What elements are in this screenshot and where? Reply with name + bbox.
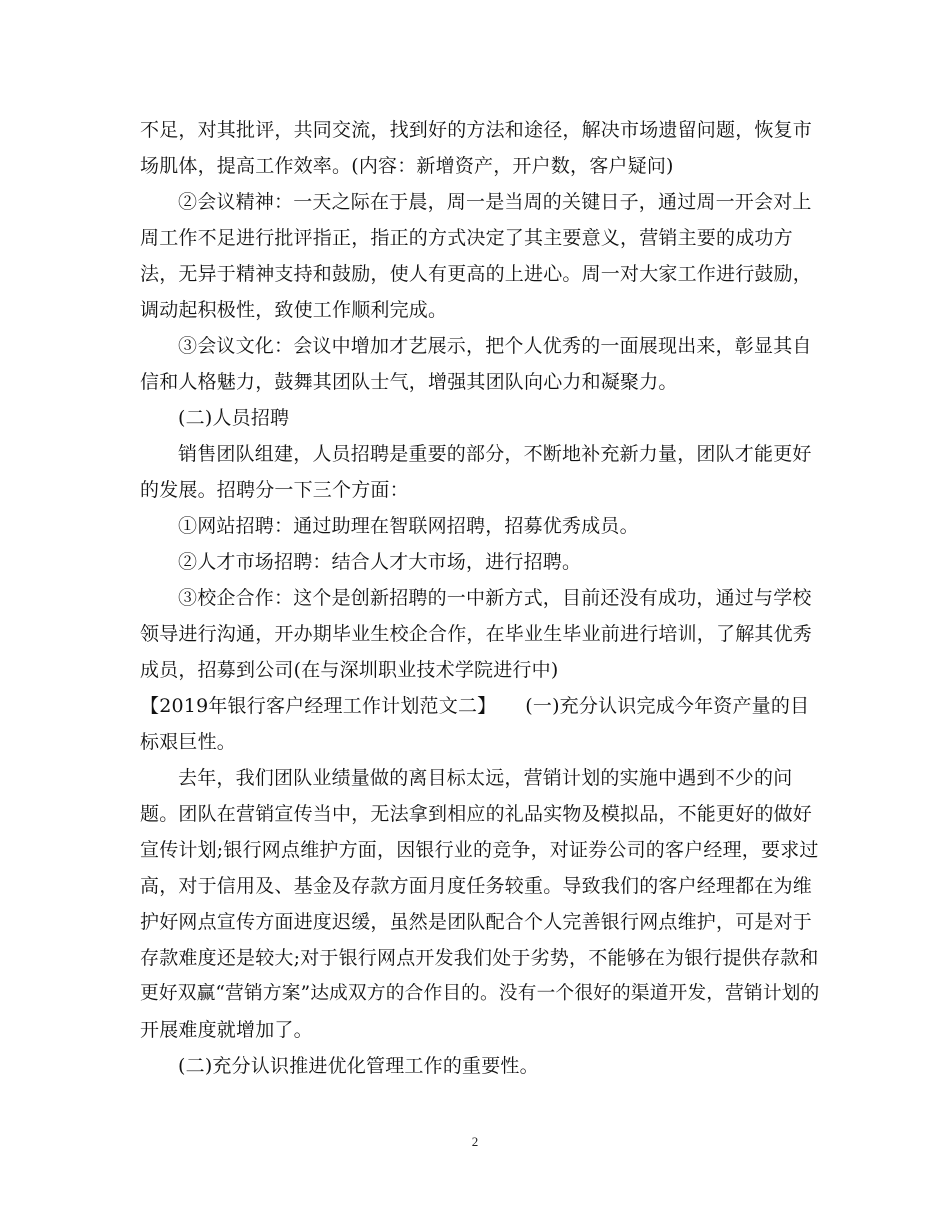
text-line: 存款难度还是较大;对于银行网点开发我们处于劣势，不能够在为银行提供存款和 <box>140 947 819 969</box>
text-line: 场肌体，提高工作效率。(内容：新增资产，开户数，客户疑问) <box>140 155 674 177</box>
section-heading: (二)人员招聘 <box>178 407 290 429</box>
text-line: 开展难度就增加了。 <box>140 1019 313 1041</box>
text-line: 信和人格魅力，鼓舞其团队士气，增强其团队向心力和凝聚力。 <box>140 371 678 393</box>
text-line: 成员，招募到公司(在与深圳职业技术学院进行中) <box>140 659 559 681</box>
section-heading: (二)充分认识推进优化管理工作的重要性。 <box>178 1055 539 1077</box>
text-line: 宣传计划;银行网点维护方面，因银行业的竞争，对证券公司的客户经理，要求过 <box>140 839 819 861</box>
list-item: ③校企合作：这个是创新招聘的一中新方式，目前还没有成功，通过与学校 <box>178 587 812 609</box>
text-line: 领导进行沟通，开办期毕业生校企合作，在毕业生毕业前进行培训，了解其优秀 <box>140 623 813 645</box>
text-line: 高，对于信用及、基金及存款方面月度任务较重。导致我们的客户经理都在为维 <box>140 875 813 897</box>
text-line: ②会议精神：一天之际在于晨，周一是当周的关键日子，通过周一开会对上 <box>178 191 812 213</box>
text-line: 调动起积极性，致使工作顺利完成。 <box>140 299 448 321</box>
text-line: 不足，对其批评，共同交流，找到好的方法和途径，解决市场遗留问题，恢复市 <box>140 119 813 141</box>
list-item: ②人才市场招聘：结合人才大市场，进行招聘。 <box>178 551 582 573</box>
text-line: 标艰巨性。 <box>140 731 237 753</box>
article-heading: 【2019年银行客户经理工作计划范文二】 (一)充分认识完成今年资产量的目 <box>140 695 810 717</box>
text-line: 法，无异于精神支持和鼓励，使人有更高的上进心。周一对大家工作进行鼓励， <box>140 263 813 285</box>
text-line: 护好网点宣传方面进度迟缓，虽然是团队配合个人完善银行网点维护，可是对于 <box>140 911 813 933</box>
text-line: 题。团队在营销宣传当中，无法拿到相应的礼品实物及模拟品，不能更好的做好 <box>140 803 813 825</box>
page-number: 2 <box>471 1134 479 1149</box>
text-line: 销售团队组建，人员招聘是重要的部分，不断地补充新力量，团队才能更好 <box>178 443 812 465</box>
text-line: 更好双赢“营销方案”达成双方的合作目的。没有一个很好的渠道开发，营销计划的 <box>140 983 820 1004</box>
document-body <box>140 112 820 1084</box>
text-line: 去年，我们团队业绩量做的离目标太远，营销计划的实施中遇到不少的问 <box>178 767 793 789</box>
text-line: 的发展。招聘分一下三个方面： <box>140 479 409 501</box>
text-line: 周工作不足进行批评指正，指正的方式决定了其主要意义，营销主要的成功方 <box>140 227 793 249</box>
list-item: ①网站招聘：通过助理在智联网招聘，招募优秀成员。 <box>178 515 639 537</box>
text-line: ③会议文化：会议中增加才艺展示，把个人优秀的一面展现出来，彰显其自 <box>178 335 812 357</box>
